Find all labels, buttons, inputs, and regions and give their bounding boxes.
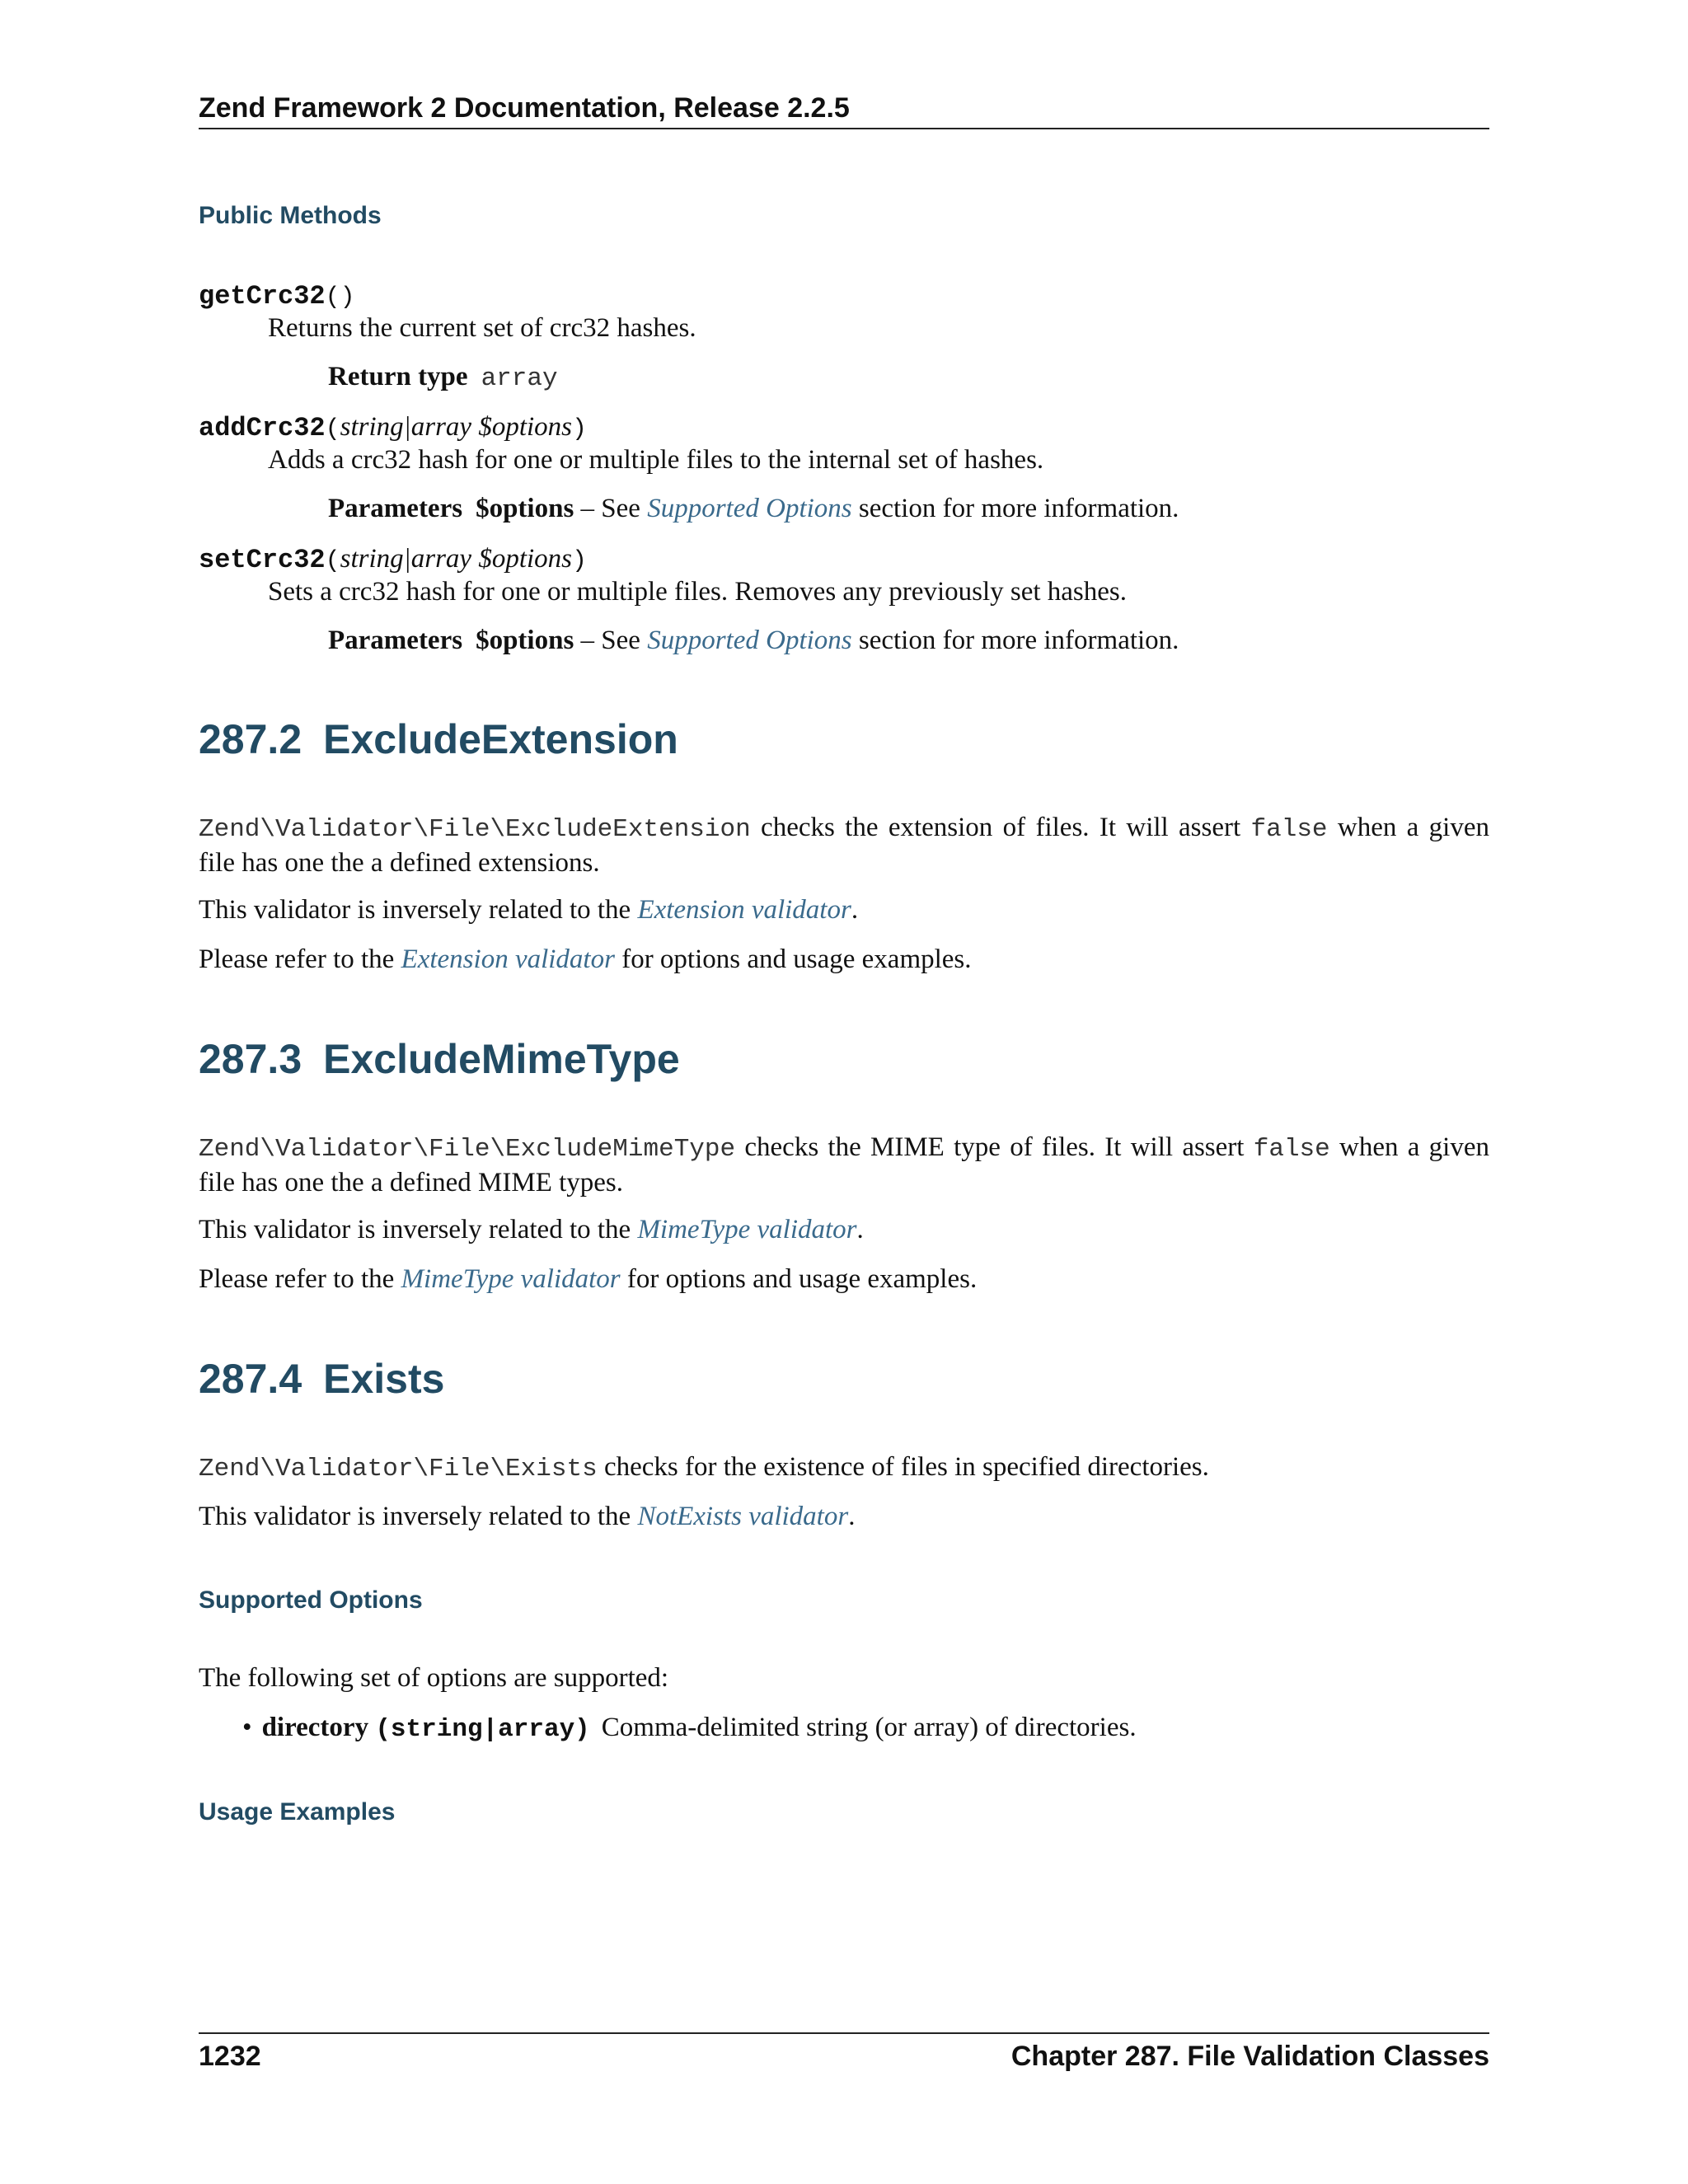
method-parameters: Parameters $options – See Supported Options section for more information. — [328, 626, 1179, 655]
paragraph: Zend\Validator\File\ExcludeMimeType checks the MIME type of files. It will assert false when a given file has one the a defined MIME types. — [199, 1132, 1489, 1197]
notexists-validator-link[interactable]: NotExists validator — [637, 1502, 849, 1531]
usage-examples-heading: Usage Examples — [199, 1798, 396, 1825]
method-name: getCrc32 — [199, 281, 326, 312]
method-signature-addcrc32: addCrc32(string|array $options) — [199, 412, 588, 443]
paragraph: The following set of options are supported: — [199, 1663, 669, 1693]
bullet-icon: • — [242, 1713, 252, 1742]
method-description: Adds a crc32 hash for one or multiple files to the internal set of hashes. — [268, 445, 1044, 475]
running-footer — [199, 2032, 1489, 2073]
mimetype-validator-link[interactable]: MimeType validator — [401, 1264, 621, 1294]
method-name: addCrc32 — [199, 413, 326, 443]
paragraph: This validator is inversely related to the NotExists validator. — [199, 1502, 856, 1531]
paragraph: This validator is inversely related to the MimeType validator. — [199, 1215, 864, 1244]
extension-validator-link[interactable]: Extension validator — [637, 895, 851, 925]
supported-options-heading: Supported Options — [199, 1586, 423, 1614]
paragraph: Zend\Validator\File\ExcludeExtension checks the extension of files. It will assert false when a given file has one the a defined extensions. — [199, 813, 1489, 878]
method-args: string|array $options — [340, 544, 572, 574]
supported-options-link[interactable]: Supported Options — [647, 626, 852, 655]
method-description: Sets a crc32 hash for one or multiple files. Removes any previously set hashes. — [268, 577, 1128, 607]
paragraph: This validator is inversely related to the Extension validator. — [199, 895, 859, 925]
section-heading-exclude-mimetype: 287.3 ExcludeMimeType — [199, 1036, 680, 1082]
mimetype-validator-link[interactable]: MimeType validator — [637, 1215, 857, 1244]
section-heading-exists: 287.4 Exists — [199, 1356, 445, 1402]
chapter-title: Chapter 287. File Validation Classes — [1010, 2041, 1489, 2072]
paragraph: Please refer to the Extension validator for options and usage examples. — [199, 944, 972, 974]
method-name: setCrc32 — [199, 545, 326, 575]
method-description: Returns the current set of crc32 hashes. — [268, 313, 696, 343]
section-heading-exclude-extension: 287.2 ExcludeExtension — [199, 716, 678, 762]
extension-validator-link[interactable]: Extension validator — [401, 944, 615, 974]
supported-options-link[interactable]: Supported Options — [647, 494, 852, 523]
method-args: string|array $options — [340, 412, 572, 442]
method-signature-setcrc32: setCrc32(string|array $options) — [199, 544, 588, 575]
paragraph: Please refer to the MimeType validator for options and usage examples. — [199, 1264, 978, 1294]
method-parameters: Parameters $options – See Supported Options section for more information. — [328, 494, 1179, 523]
public-methods-heading: Public Methods — [199, 202, 382, 229]
running-header: Zend Framework 2 Documentation, Release 2.2.5 — [199, 92, 1489, 129]
paragraph: Zend\Validator\File\Exists checks for the existence of files in specified directories. — [199, 1452, 1209, 1483]
method-signature-getcrc32: getCrc32() — [199, 281, 355, 312]
page-number: 1232 — [199, 2041, 261, 2072]
method-return-type: Return type array — [328, 362, 558, 393]
list-item: • directory (string|array) Comma-delimited string (or array) of directories. — [242, 1713, 1137, 1744]
